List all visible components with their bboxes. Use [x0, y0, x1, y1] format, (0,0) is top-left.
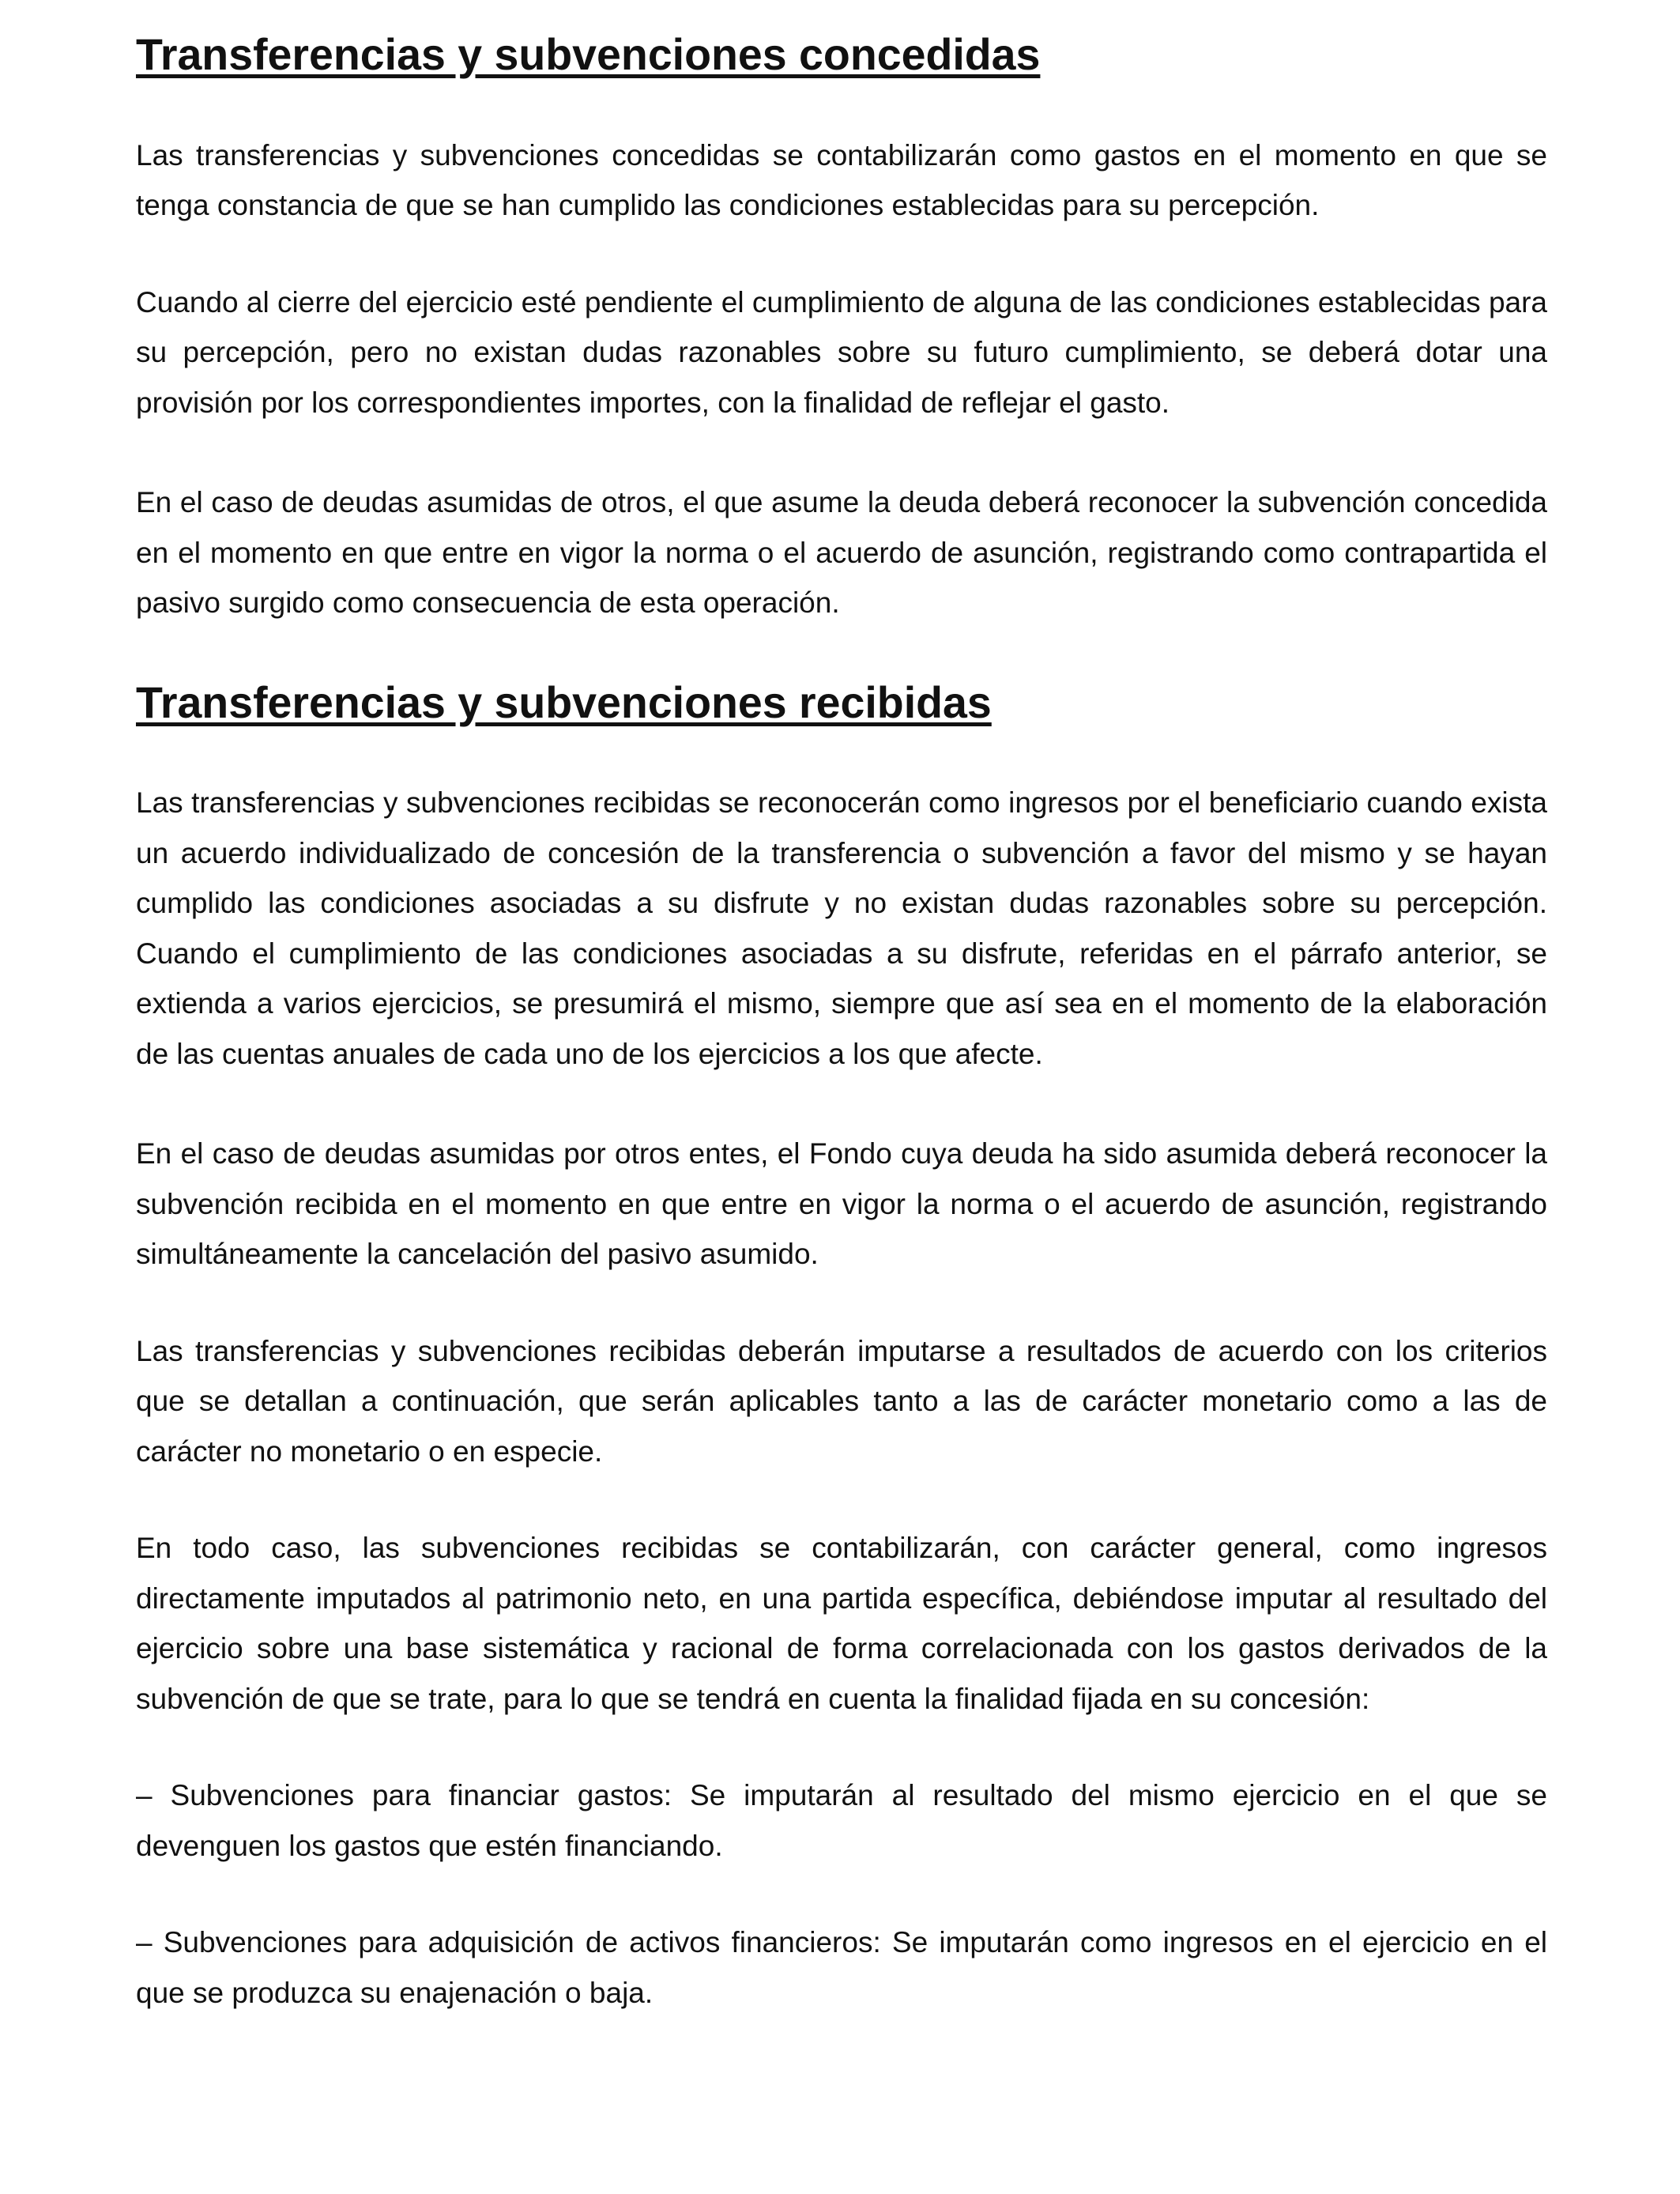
paragraph-recibidas-3: Las transferencias y subvenciones recibidas deberán imputarse a resultados de acuerdo con los criterios que se detallan a continuación, que serán aplicables tanto a las de carácter monetario como a las de carácter no monetario o en especie. [136, 1334, 1547, 1468]
paragraph-concedidas-2: Cuando al cierre del ejercicio esté pendiente el cumplimiento de alguna de las condiciones establecidas para su percepción, pero no existan dudas razonables sobre su futuro cumplimiento, se deberá dotar una provisión por los correspondientes importes, con la finalidad de reflejar el gasto. [136, 285, 1547, 419]
paragraph-recibidas-1: Las transferencias y subvenciones recibidas se reconocerán como ingresos por el beneficiario cuando exista un acuerdo individualizado de concesión de la transferencia o subvención a favor del mismo y se hayan cumplido las condiciones asociadas a su disfrute y no existan dudas razonables sobre su percepción. Cuando el cumplimiento de las condiciones asociadas a su disfrute, referidas en el párrafo anterior, se extienda a varios ejercicios, se presumirá el mismo, siempre que así sea en el momento de la elaboración de las cuentas anuales de cada uno de los ejercicios a los que afecte. [136, 786, 1547, 1070]
section-heading-concedidas: Transferencias y subvenciones concedidas [136, 30, 1041, 79]
section-heading-recibidas: Transferencias y subvenciones recibidas [136, 677, 992, 727]
document-page [136, 30, 1547, 2018]
paragraph-concedidas-3: En el caso de deudas asumidas de otros, el que asume la deuda deberá reconocer la subvención concedida en el momento en que entre en vigor la norma o el acuerdo de asunción, registrando como contrapartida el pasivo surgido como consecuencia de esta operación. [136, 486, 1547, 619]
paragraph-concedidas-1: Las transferencias y subvenciones concedidas se contabilizarán como gastos en el momento en que se tenga constancia de que se han cumplido las condiciones establecidas para su percepción. [136, 138, 1547, 221]
list-item-financiar-gastos: – Subvenciones para financiar gastos: Se imputarán al resultado del mismo ejercicio en el que se devenguen los gastos que estén financiando. [136, 1779, 1547, 1862]
list-item-activos-financieros: – Subvenciones para adquisición de activos financieros: Se imputarán como ingresos en el ejercicio en el que se produzca su enajenación o baja. [136, 1926, 1547, 2009]
paragraph-recibidas-2: En el caso de deudas asumidas por otros entes, el Fondo cuya deuda ha sido asumida deberá reconocer la subvención recibida en el momento en que entre en vigor la norma o el acuerdo de asunción, registrando simultáneamente la cancelación del pasivo asumido. [136, 1137, 1547, 1270]
paragraph-recibidas-4: En todo caso, las subvenciones recibidas se contabilizarán, con carácter general, como ingresos directamente imputados al patrimonio neto, en una partida específica, debiéndose imputar al resultado del ejercicio sobre una base sistemática y racional de forma correlacionada con los gastos derivados de la subvención de que se trate, para lo que se tendrá en cuenta la finalidad fijada en su concesión: [136, 1532, 1547, 1715]
